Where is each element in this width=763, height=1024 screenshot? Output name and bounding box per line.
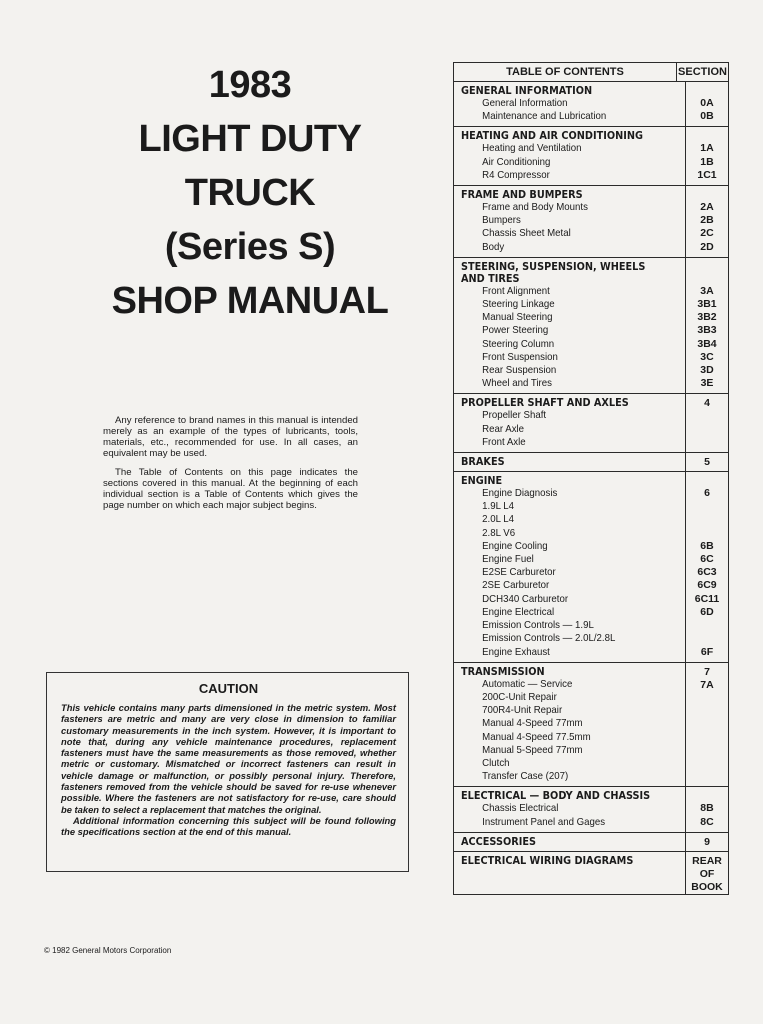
toc-entry: Steering Column	[482, 337, 555, 350]
toc-entry-code: 7A	[700, 678, 714, 691]
toc-section-codes	[686, 394, 728, 452]
toc-entry-code	[686, 437, 728, 450]
toc-entry: Engine Cooling	[482, 539, 548, 552]
caution-box	[46, 672, 409, 872]
title-series: (Series S)	[164, 226, 336, 268]
toc-entry: Rear Axle	[482, 422, 525, 435]
toc-entry: Front Suspension	[482, 350, 558, 363]
toc-section-codes	[686, 82, 728, 126]
toc-entry-code	[686, 745, 728, 758]
toc-section	[454, 663, 728, 788]
toc-entry-code: 2A	[700, 201, 714, 214]
toc-entry-code: 2C	[700, 227, 714, 240]
toc-section-entries	[454, 787, 686, 831]
toc-entry: 2SE Carburetor	[482, 579, 550, 592]
note-paragraph: The Table of Contents on this page indicates the sections covered in this manual. At the beginning of each individual section is a Table of Contents which gives the page number on which each major subject begins.	[103, 467, 358, 511]
toc-section	[454, 186, 728, 258]
toc-entry-code: 3D	[700, 364, 714, 377]
toc-entry: E2SE Carburetor	[482, 566, 556, 579]
toc-entry-code	[686, 411, 728, 424]
toc-entry: Steering Linkage	[482, 298, 555, 311]
toc-entry-code: 6B	[700, 539, 714, 552]
toc-entry-code: 3B1	[697, 298, 717, 311]
toc-section-codes	[686, 453, 728, 471]
toc-entry: Rear Suspension	[482, 364, 557, 377]
toc-entry-code: 6F	[700, 645, 714, 658]
toc-entry-code: 3B3	[697, 324, 717, 337]
toc-entry: Propeller Shaft	[482, 409, 547, 422]
toc-header: TABLE OF CONTENTS	[454, 63, 677, 81]
toc-entry: 1.9L L4	[482, 500, 515, 513]
note-paragraph: Any reference to brand names in this manual is intended merely as an example of the types of lubricants, tools, materials, etc., recommended for use. In all cases, an equivalent may be used.	[103, 415, 358, 459]
toc-entry: Chassis Sheet Metal	[482, 227, 571, 240]
toc-section	[454, 833, 728, 852]
section-header: SECTION	[678, 66, 727, 78]
manual-title	[60, 58, 440, 328]
toc-section-entries	[454, 833, 686, 851]
toc-section-title: TRANSMISSION	[461, 664, 545, 678]
toc-entry: 700R4-Unit Repair	[482, 704, 563, 717]
toc-entry-code	[686, 758, 728, 771]
toc-entry-code: 3E	[700, 377, 714, 390]
toc-entry: Air Conditioning	[482, 155, 551, 168]
toc-entry-code	[686, 632, 728, 645]
toc-header-row	[454, 63, 728, 82]
toc-section-code: 7	[704, 665, 710, 678]
toc-entry-code	[686, 619, 728, 632]
toc-entry: Automatic — Service	[482, 677, 573, 690]
toc-section-title: ENGINE	[461, 474, 503, 488]
toc-section-entries	[454, 82, 686, 126]
toc-entry: Front Alignment	[482, 284, 550, 297]
caution-text	[61, 702, 396, 838]
toc-entry: 200C-Unit Repair	[482, 690, 557, 703]
toc-section-code: 9	[704, 835, 710, 848]
toc-entry-code: 3B2	[697, 311, 717, 324]
toc-section-codes	[686, 186, 728, 257]
toc-entry-code: 8B	[700, 802, 714, 815]
toc-section-entries	[454, 472, 686, 662]
toc-entry-code: 1A	[700, 142, 714, 155]
toc-entry-code	[686, 424, 728, 437]
toc-entry: Engine Electrical	[482, 605, 555, 618]
toc-entry-code: 6C3	[697, 566, 717, 579]
toc-entry: Transfer Case (207)	[482, 770, 569, 783]
toc-section-codes	[686, 787, 728, 831]
toc-entry: Instrument Panel and Gages	[482, 815, 606, 828]
toc-entry-code: 2B	[700, 214, 714, 227]
caution-paragraph: This vehicle contains many parts dimensioned in the metric system. Most fasteners are metric and many are very close in dimension to familiar customary measurements in the inch system. However, it is important to note that, during any vehicle maintenance procedures, replacement fasteners must have the same measurements as those removed, whether metric or customary. Mismatched or incorrect fasteners can result in vehicle damage or malfunction, or possibly personal injury. Therefore, fasteners removed from the vehicle should be saved for re-use whenever possible. Where the fasteners are not satisfactory for re-use, care should be taken to select a replacement that matches the original.	[61, 702, 396, 815]
toc-section-entries	[454, 127, 686, 185]
toc-entry: Manual 4-Speed 77.5mm	[482, 730, 591, 743]
toc-section-code: 4	[704, 397, 710, 410]
toc-entry-code: 6C11	[694, 592, 720, 605]
toc-section	[454, 787, 728, 832]
toc-entry-code: 0A	[700, 97, 714, 109]
toc-section-codes	[686, 852, 728, 894]
toc-entry: Manual 4-Speed 77mm	[482, 717, 583, 730]
toc-entry-code	[686, 692, 728, 705]
toc-entry-code	[686, 771, 728, 784]
title-year: 1983	[208, 64, 292, 106]
toc-section-title: ELECTRICAL — BODY AND CHASSIS	[461, 789, 651, 803]
toc-entry: Chassis Electrical	[482, 802, 559, 815]
toc-entry-code: 8C	[700, 815, 714, 828]
toc-section	[454, 82, 728, 127]
toc-section	[454, 394, 728, 453]
toc-section-codes	[686, 258, 728, 394]
toc-section	[454, 453, 728, 472]
toc-section-entries	[454, 186, 686, 257]
toc-entry-code: 6C9	[697, 579, 717, 592]
toc-section	[454, 472, 728, 663]
toc-section-code: REAR OF BOOK	[691, 854, 723, 893]
toc-section-title: PROPELLER SHAFT AND AXLES	[461, 396, 629, 410]
toc-entry: Manual Steering	[482, 311, 553, 324]
toc-section-codes	[686, 663, 728, 787]
toc-section-entries	[454, 663, 686, 787]
toc-entry-code: 1B	[700, 155, 714, 168]
toc-section	[454, 258, 728, 395]
brand-names-note	[103, 415, 358, 519]
toc-entry: Manual 5-Speed 77mm	[482, 743, 583, 756]
toc-section-codes	[686, 833, 728, 851]
toc-entry: Engine Fuel	[482, 553, 534, 566]
toc-entry: Body	[482, 240, 505, 253]
toc-entry: Emission Controls — 1.9L	[482, 619, 594, 632]
toc-section-codes	[686, 127, 728, 185]
toc-entry-code: 3A	[700, 284, 714, 297]
toc-entry-code: 6D	[700, 605, 714, 618]
toc-entry: General Information	[482, 97, 568, 109]
title-shop-manual: SHOP MANUAL	[111, 280, 389, 322]
toc-entry: Wheel and Tires	[482, 377, 552, 390]
toc-entry: Emission Controls — 2.0L/2.8L	[482, 632, 616, 645]
toc-entry: Frame and Body Mounts	[482, 201, 588, 214]
toc-entry: Front Axle	[482, 435, 526, 448]
toc-entry-code: 1C1	[697, 168, 717, 181]
toc-section-entries	[454, 453, 686, 471]
toc-section-title: FRAME AND BUMPERS	[461, 188, 583, 202]
toc-entry-code	[686, 527, 728, 540]
toc-section	[454, 127, 728, 186]
copyright-notice: © 1982 General Motors Corporation	[44, 946, 172, 955]
toc-section-title: BRAKES	[461, 455, 505, 469]
toc-entry-code: 2D	[700, 240, 714, 253]
toc-section	[454, 852, 728, 895]
title-light-duty: LIGHT DUTY	[138, 118, 362, 160]
toc-section-title: ACCESSORIES	[461, 834, 536, 848]
toc-entry: Heating and Ventilation	[482, 142, 582, 155]
toc-entry: R4 Compressor	[482, 168, 550, 181]
toc-body	[454, 82, 728, 895]
toc-entry: Power Steering	[482, 324, 549, 337]
caution-paragraph: Additional information concerning this subject will be found following the specifications section at the end of this manual.	[61, 814, 396, 838]
toc-section-entries	[454, 852, 686, 894]
title-truck: TRUCK	[184, 172, 316, 214]
toc-entry: DCH340 Carburetor	[482, 592, 569, 605]
toc-entry: Clutch	[482, 756, 510, 769]
toc-entry-code	[686, 513, 728, 526]
toc-entry-code	[686, 705, 728, 718]
toc-entry: Maintenance and Lubrication	[482, 110, 607, 123]
toc-entry-code: 6	[704, 487, 710, 500]
toc-entry: 2.0L L4	[482, 513, 515, 526]
toc-entry-code: 6C	[700, 553, 714, 566]
toc-section-title: STEERING, SUSPENSION, WHEELS AND TIRES	[461, 259, 646, 285]
toc-entry-code: 3C	[700, 350, 714, 363]
toc-entry-code	[686, 732, 728, 745]
caution-title: CAUTION	[198, 681, 259, 696]
toc-section-codes	[686, 472, 728, 662]
toc-entry: Engine Exhaust	[482, 645, 550, 658]
toc-entry-code: 0B	[700, 110, 714, 123]
toc-section-title: GENERAL INFORMATION	[461, 84, 593, 97]
table-of-contents	[453, 62, 729, 895]
toc-entry-code: 3B4	[697, 337, 717, 350]
toc-entry: 2.8L V6	[482, 526, 516, 539]
toc-section-entries	[454, 394, 686, 452]
toc-entry-code	[686, 719, 728, 732]
toc-entry: Bumpers	[482, 214, 521, 227]
toc-entry: Engine Diagnosis	[482, 487, 558, 500]
toc-section-code: 5	[704, 456, 710, 469]
toc-section-title: HEATING AND AIR CONDITIONING	[461, 129, 643, 143]
toc-section-entries	[454, 258, 686, 394]
toc-entry-code	[686, 500, 728, 513]
toc-section-title: ELECTRICAL WIRING DIAGRAMS	[461, 853, 634, 867]
